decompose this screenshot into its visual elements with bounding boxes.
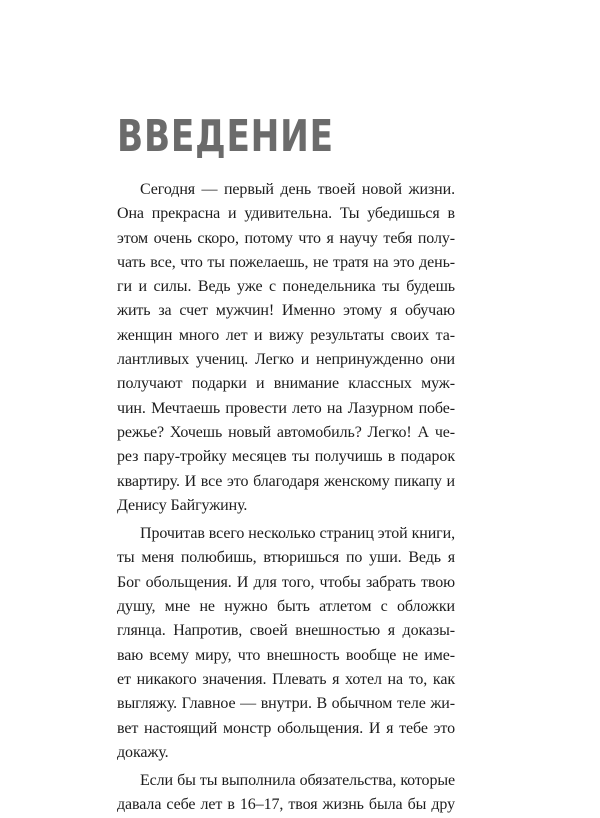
text-line: получают подарки и внимание классных муж- [117,375,455,393]
text-line: Сегодня — первый день твоей новой жизни. [140,181,455,198]
text-line: жить за счет мужчин! Именно этому я обучаю [117,302,455,320]
text-line: режье? Хочешь новый автомобиль? Легко! А че- [117,423,455,441]
text-line: вет настоящий монстр обольщения. И я тебе это [117,719,455,737]
text-line: Она прекрасна и удивительна. Ты убедишься в [117,205,455,223]
text-line: квартиру. И все это благодаря женскому пикапу и [117,472,455,490]
text-line: докажу. [117,743,169,761]
paragraph-3 [117,769,455,818]
text-line: ты меня полюбишь, втюришься по уши. Ведь я [117,549,455,567]
text-line: Если бы ты выполнила обязательства, которые [140,772,455,790]
chapter-body [117,178,455,818]
text-line: Денису Байгужину. [117,496,248,514]
text-line: чать все, что ты пожелаешь, не тратя на это день- [117,253,455,271]
text-line: рез пару-тройку месяцев ты получишь в подарок [117,448,455,466]
text-line: давала себе лет в 16–17, твоя жизнь была бы дру [117,796,455,814]
text-line: этом очень скоро, потому что я научу тебя полу- [117,229,455,247]
text-line: ваю всему миру, что внешность вообще не име- [117,646,455,664]
text-line: ги и силы. Ведь уже с понедельника ты будешь [117,278,455,296]
text-line: Бог обольщения. И для того, чтобы забрать твою [117,573,455,591]
text-line: женщин много лет и вижу результаты своих та- [117,326,455,344]
chapter-title: ВВЕДЕНИЕ [117,111,334,162]
text-line: Прочитав всего несколько страниц этой книги, [140,525,455,543]
text-line: чин. Мечтаешь провести лето на Лазурном побе- [117,399,455,417]
text-line: лантливых учениц. Легко и непринужденно они [117,351,455,369]
text-line: выгляжу. Главное — внутри. В обычном теле жи- [117,695,455,713]
paragraph-1 [117,178,455,518]
text-line: душу, мне не нужно быть атлетом с обложки [117,598,455,616]
text-line: глянца. Напротив, своей внешностью я доказы- [117,622,455,640]
paragraph-2 [117,522,455,765]
text-line: ет никакого значения. Плевать я хотел на то, как [117,670,455,688]
